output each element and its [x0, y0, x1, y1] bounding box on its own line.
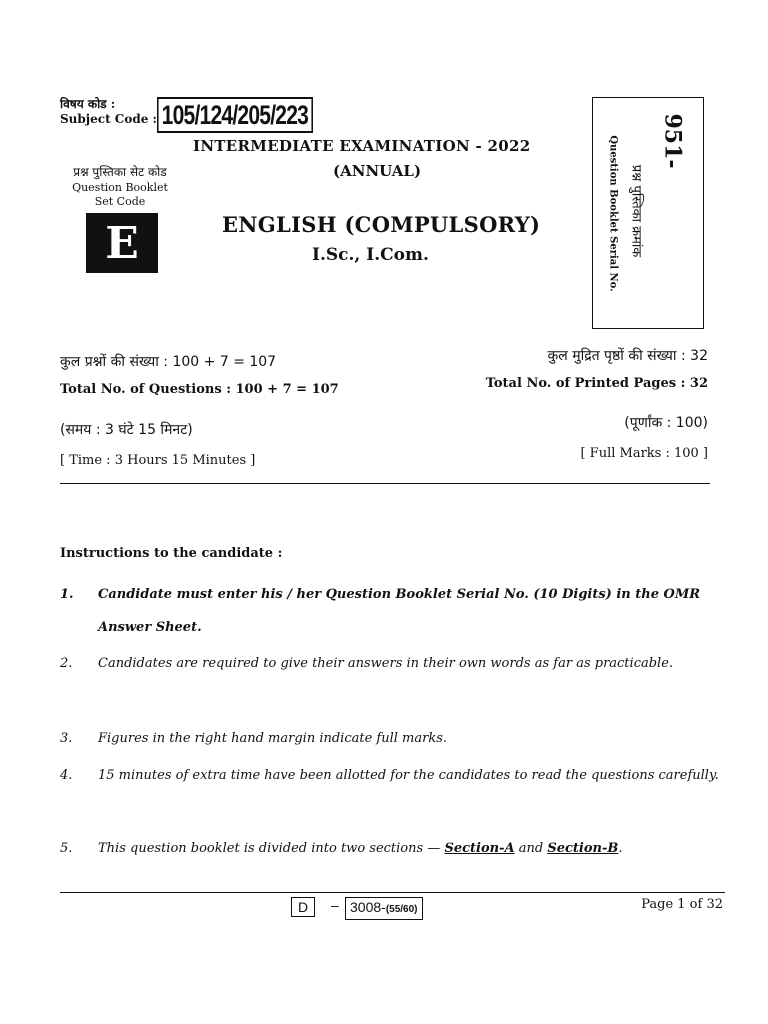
instruction-number: 5. [60, 841, 73, 856]
instruction-number: 4. [60, 768, 73, 783]
instruction-number: 2. [60, 656, 73, 671]
instruction-item [60, 578, 725, 644]
set-code-label-line2: Set Code [94, 195, 146, 208]
total-questions: Total No. of Questions : 100 + 7 = 107 [60, 382, 339, 397]
divider [60, 483, 710, 484]
instruction-text [98, 832, 725, 865]
total-questions-hindi: कुल प्रश्नों की संख्या : 100 + 7 = 107 [60, 354, 277, 370]
instruction-item [60, 759, 725, 792]
instruction-text: Candidate must enter his / her Question Booklet Serial No. (10 Digits) in the OMR Answer Sheet. [98, 587, 701, 635]
paper-code-suffix: (55/60) [385, 904, 418, 915]
subject-code-label-hindi: विषय कोड : [60, 97, 116, 111]
set-code-label-line1: Question Booklet [72, 181, 168, 194]
exam-title: INTERMEDIATE EXAMINATION - 2022 [193, 137, 531, 155]
instructions-heading: Instructions to the candidate : [60, 546, 283, 561]
serial-label: Question Booklet Serial No. [607, 135, 619, 292]
section-a-label: Section-A [444, 841, 515, 856]
section-b-label: Section-B [547, 841, 619, 856]
instruction-text: Candidates are required to give their answers in their own words as far as practicable. [98, 656, 674, 671]
serial-label-hindi: प्रश्न पुस्तिका क्रमांक [628, 164, 644, 258]
instruction-text-post: . [618, 841, 623, 856]
footer-divider [60, 892, 725, 893]
stream-title: I.Sc., I.Com. [312, 245, 429, 265]
serial-number-box [592, 97, 704, 329]
exam-type: (ANNUAL) [333, 162, 422, 180]
instruction-number: 1. [60, 587, 74, 602]
time: [ Time : 3 Hours 15 Minutes ] [60, 453, 256, 468]
instruction-text: Figures in the right hand margin indicate full marks. [98, 731, 448, 746]
full-marks: [ Full Marks : 100 ] [580, 446, 708, 461]
instruction-number: 3. [60, 731, 73, 746]
instruction-item [60, 722, 725, 755]
instruction-text: 15 minutes of extra time have been allotted for the candidates to read the questions carefully. [98, 768, 719, 783]
paper-code [345, 897, 423, 920]
set-code-label-hindi: प्रश्न पुस्तिका सेट कोड [73, 165, 167, 179]
instruction-item [60, 832, 725, 865]
subject-code-value: 105/124/205/223 [157, 97, 313, 133]
subject-title: ENGLISH (COMPULSORY) [222, 212, 541, 237]
subject-code-label: Subject Code : [60, 112, 157, 126]
time-hindi: (समय : 3 घंटे 15 मिनट) [60, 422, 193, 438]
instruction-text-pre: This question booklet is divided into two sections — [98, 841, 441, 856]
full-marks-hindi: (पूर्णांक : 100) [624, 415, 708, 431]
series-code: D [291, 897, 315, 917]
set-code-letter: E [86, 213, 158, 273]
footer-dash: – [331, 897, 339, 913]
paper-code-main: 3008- [350, 899, 386, 915]
total-pages-hindi: कुल मुद्रित पृष्ठों की संख्या : 32 [547, 348, 708, 364]
total-pages: Total No. of Printed Pages : 32 [485, 376, 708, 391]
instruction-item [60, 647, 725, 680]
serial-number: 951- [659, 113, 686, 169]
page-number: Page 1 of 32 [641, 897, 723, 912]
instruction-text-mid: and [518, 841, 544, 856]
